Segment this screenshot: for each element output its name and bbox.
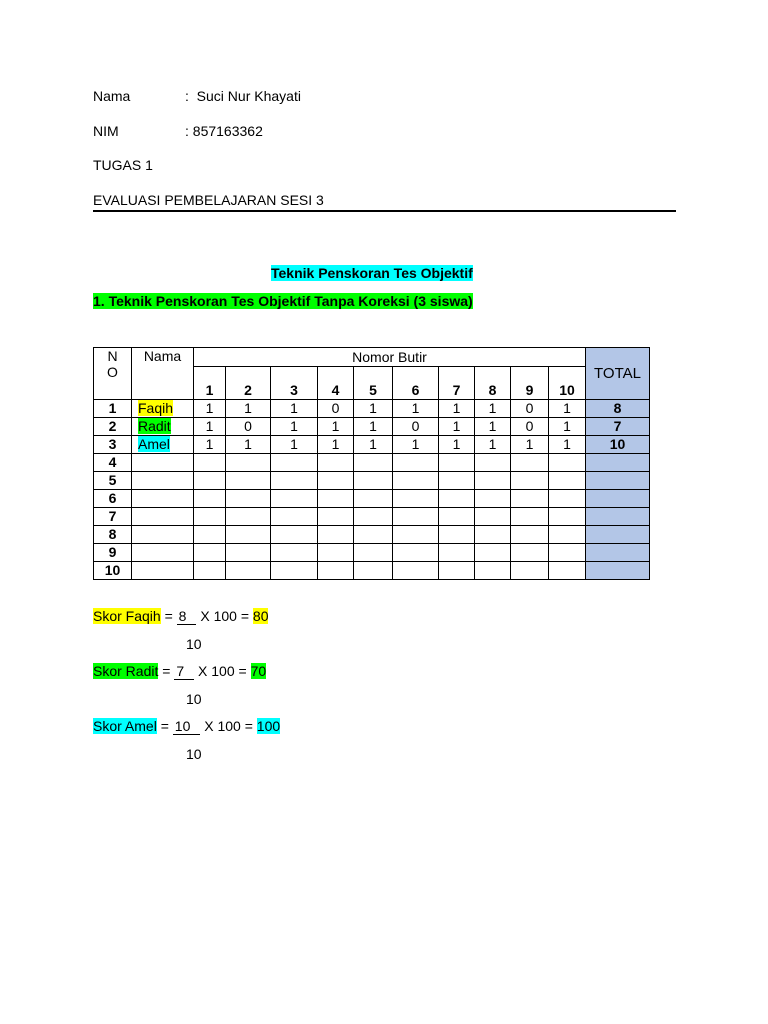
row-score-cell — [194, 562, 226, 580]
row-no: 1 — [94, 400, 132, 418]
row-total — [586, 526, 650, 544]
row-score-cell — [271, 454, 318, 472]
row-total — [586, 454, 650, 472]
row-nama — [132, 562, 194, 580]
row-score-cell — [226, 508, 271, 526]
table-row — [94, 508, 650, 526]
row-nama — [132, 436, 194, 454]
calc-numerator: 10 — [173, 718, 201, 735]
row-nama-text: Amel — [138, 436, 170, 452]
row-nama — [132, 526, 194, 544]
row-nama — [132, 454, 194, 472]
row-score-cell — [439, 562, 475, 580]
page-title-text: Teknik Penskoran Tes Objektif — [271, 265, 473, 281]
row-score-cell — [511, 526, 549, 544]
row-score-cell — [439, 544, 475, 562]
row-score-cell — [354, 472, 393, 490]
calc-line — [93, 718, 280, 735]
calc-result: 70 — [250, 663, 267, 679]
calc-numerator: 7 — [174, 663, 194, 680]
row-score-cell — [194, 508, 226, 526]
row-no: 5 — [94, 472, 132, 490]
table-row — [94, 490, 650, 508]
row-score-cell — [393, 508, 439, 526]
row-score-cell: 1 — [549, 418, 586, 436]
row-score-cell: 1 — [354, 436, 393, 454]
row-score-cell — [511, 472, 549, 490]
row-total — [586, 562, 650, 580]
row-score-cell: 1 — [549, 436, 586, 454]
row-score-cell: 1 — [511, 436, 549, 454]
row-score-cell — [475, 562, 511, 580]
row-score-cell — [271, 472, 318, 490]
header-total: TOTAL — [586, 348, 650, 400]
evaluasi-line: EVALUASI PEMBELAJARAN SESI 3 — [93, 192, 324, 208]
row-nama — [132, 472, 194, 490]
header-no-line1: N — [107, 348, 118, 364]
row-score-cell: 1 — [439, 418, 475, 436]
calc-label: Skor Radit — [93, 663, 159, 679]
row-nama — [132, 490, 194, 508]
header-no-line2: O — [107, 364, 118, 380]
header-nama: Nama — [132, 348, 194, 400]
row-score-cell — [271, 508, 318, 526]
row-total — [586, 472, 650, 490]
row-score-cell: 1 — [475, 418, 511, 436]
row-score-cell — [318, 472, 354, 490]
nama-label: Nama — [93, 88, 131, 104]
row-score-cell: 0 — [318, 400, 354, 418]
row-score-cell — [271, 490, 318, 508]
row-score-cell: 1 — [318, 436, 354, 454]
row-nama — [132, 400, 194, 418]
row-score-cell — [549, 562, 586, 580]
row-score-cell — [318, 562, 354, 580]
section-subtitle-text: 1. Teknik Penskoran Tes Objektif Tanpa Koreksi (3 siswa) — [93, 293, 473, 309]
row-score-cell — [194, 490, 226, 508]
row-score-cell — [439, 526, 475, 544]
row-score-cell — [318, 508, 354, 526]
row-score-cell — [271, 526, 318, 544]
tugas-line: TUGAS 1 — [93, 157, 153, 173]
row-score-cell — [511, 562, 549, 580]
row-score-cell — [549, 472, 586, 490]
row-score-cell: 1 — [393, 400, 439, 418]
row-score-cell: 1 — [271, 400, 318, 418]
header-divider — [93, 210, 676, 212]
row-score-cell — [393, 544, 439, 562]
row-score-cell — [511, 454, 549, 472]
table-row — [94, 526, 650, 544]
nama-value: Suci Nur Khayati — [196, 88, 301, 104]
row-score-cell — [393, 562, 439, 580]
row-no: 3 — [94, 436, 132, 454]
row-score-cell — [475, 472, 511, 490]
row-score-cell — [226, 526, 271, 544]
section-subtitle — [93, 293, 473, 309]
row-score-cell — [194, 544, 226, 562]
row-total — [586, 544, 650, 562]
row-score-cell — [354, 562, 393, 580]
row-no: 2 — [94, 418, 132, 436]
row-score-cell: 1 — [354, 400, 393, 418]
calc-denominator: 10 — [186, 636, 202, 652]
calc-numerator: 8 — [177, 608, 197, 625]
row-score-cell — [511, 544, 549, 562]
calc-equals: = — [164, 608, 173, 624]
row-score-cell — [318, 544, 354, 562]
row-score-cell — [393, 472, 439, 490]
row-score-cell — [439, 472, 475, 490]
calc-line — [93, 608, 268, 625]
nim-separator: : — [185, 123, 189, 139]
row-score-cell — [194, 472, 226, 490]
header-nomor-butir: Nomor Butir — [194, 348, 586, 367]
row-score-cell — [393, 490, 439, 508]
table-row — [94, 418, 650, 436]
row-no: 7 — [94, 508, 132, 526]
row-score-cell — [393, 526, 439, 544]
calc-result: 80 — [252, 608, 269, 624]
row-score-cell — [271, 544, 318, 562]
row-score-cell — [226, 562, 271, 580]
row-score-cell — [549, 508, 586, 526]
row-score-cell: 1 — [393, 436, 439, 454]
row-no: 6 — [94, 490, 132, 508]
nama-separator: : — [185, 88, 189, 104]
header-no — [94, 348, 132, 400]
nim-value: 857163362 — [192, 123, 263, 139]
row-nama — [132, 544, 194, 562]
table-row — [94, 454, 650, 472]
row-score-cell: 1 — [318, 418, 354, 436]
row-score-cell — [354, 454, 393, 472]
row-score-cell — [549, 490, 586, 508]
row-score-cell — [475, 544, 511, 562]
butir-header-6: 6 — [393, 367, 439, 400]
row-score-cell: 1 — [439, 436, 475, 454]
butir-header-9: 9 — [511, 367, 549, 400]
row-score-cell: 0 — [511, 400, 549, 418]
row-total: 8 — [586, 400, 650, 418]
calc-result: 100 — [256, 718, 281, 734]
row-score-cell — [226, 454, 271, 472]
butir-header-5: 5 — [354, 367, 393, 400]
row-score-cell: 1 — [354, 418, 393, 436]
row-score-cell: 1 — [475, 400, 511, 418]
row-score-cell — [271, 562, 318, 580]
row-score-cell — [226, 472, 271, 490]
row-total — [586, 490, 650, 508]
row-score-cell — [511, 508, 549, 526]
row-score-cell — [354, 490, 393, 508]
butir-header-1: 1 — [194, 367, 226, 400]
page-title — [271, 265, 473, 281]
row-score-cell — [439, 508, 475, 526]
row-score-cell — [318, 490, 354, 508]
row-score-cell — [354, 544, 393, 562]
row-nama-text: Radit — [138, 418, 171, 434]
calc-denominator: 10 — [186, 691, 202, 707]
butir-header-4: 4 — [318, 367, 354, 400]
row-score-cell — [318, 526, 354, 544]
row-score-cell — [439, 454, 475, 472]
row-score-cell — [549, 454, 586, 472]
row-score-cell: 0 — [511, 418, 549, 436]
row-score-cell — [475, 526, 511, 544]
calc-equals: = — [162, 663, 171, 679]
butir-header-2: 2 — [226, 367, 271, 400]
calc-operator: X 100 = — [198, 663, 247, 679]
row-score-cell — [226, 544, 271, 562]
row-total — [586, 508, 650, 526]
calc-line — [93, 663, 266, 680]
row-score-cell — [549, 526, 586, 544]
butir-header-10: 10 — [549, 367, 586, 400]
row-no: 4 — [94, 454, 132, 472]
calc-denominator: 10 — [186, 746, 202, 762]
table-row — [94, 544, 650, 562]
butir-header-7: 7 — [439, 367, 475, 400]
calc-operator: X 100 = — [200, 608, 250, 624]
row-score-cell: 1 — [439, 400, 475, 418]
row-no: 8 — [94, 526, 132, 544]
calc-operator: X 100 = — [204, 718, 253, 734]
row-score-cell — [475, 490, 511, 508]
table-row — [94, 400, 650, 418]
row-score-cell: 1 — [194, 400, 226, 418]
butir-header-8: 8 — [475, 367, 511, 400]
table-row — [94, 562, 650, 580]
nim-line — [93, 123, 263, 139]
row-score-cell — [511, 490, 549, 508]
row-score-cell: 1 — [271, 418, 318, 436]
calc-label: Skor Amel — [93, 718, 157, 734]
nama-line — [93, 88, 301, 104]
row-score-cell: 0 — [393, 418, 439, 436]
row-score-cell — [475, 454, 511, 472]
row-nama — [132, 508, 194, 526]
row-score-cell: 1 — [226, 436, 271, 454]
row-score-cell: 1 — [194, 436, 226, 454]
row-no: 10 — [94, 562, 132, 580]
row-no: 9 — [94, 544, 132, 562]
row-score-cell — [318, 454, 354, 472]
row-score-cell — [475, 508, 511, 526]
row-score-cell — [354, 508, 393, 526]
table-row — [94, 472, 650, 490]
calc-equals: = — [160, 718, 169, 734]
nim-label: NIM — [93, 123, 119, 139]
row-score-cell: 1 — [271, 436, 318, 454]
row-total: 10 — [586, 436, 650, 454]
row-score-cell: 1 — [549, 400, 586, 418]
score-table — [93, 347, 650, 580]
row-score-cell — [393, 454, 439, 472]
row-score-cell: 1 — [226, 400, 271, 418]
calc-label: Skor Faqih — [93, 608, 161, 624]
row-score-cell — [194, 526, 226, 544]
row-score-cell — [194, 454, 226, 472]
row-score-cell — [226, 490, 271, 508]
row-score-cell: 0 — [226, 418, 271, 436]
row-total: 7 — [586, 418, 650, 436]
row-nama-text: Faqih — [138, 400, 174, 416]
table-row — [94, 436, 650, 454]
row-score-cell: 1 — [194, 418, 226, 436]
row-score-cell — [549, 544, 586, 562]
row-score-cell — [439, 490, 475, 508]
butir-header-3: 3 — [271, 367, 318, 400]
row-nama — [132, 418, 194, 436]
row-score-cell — [354, 526, 393, 544]
row-score-cell: 1 — [475, 436, 511, 454]
